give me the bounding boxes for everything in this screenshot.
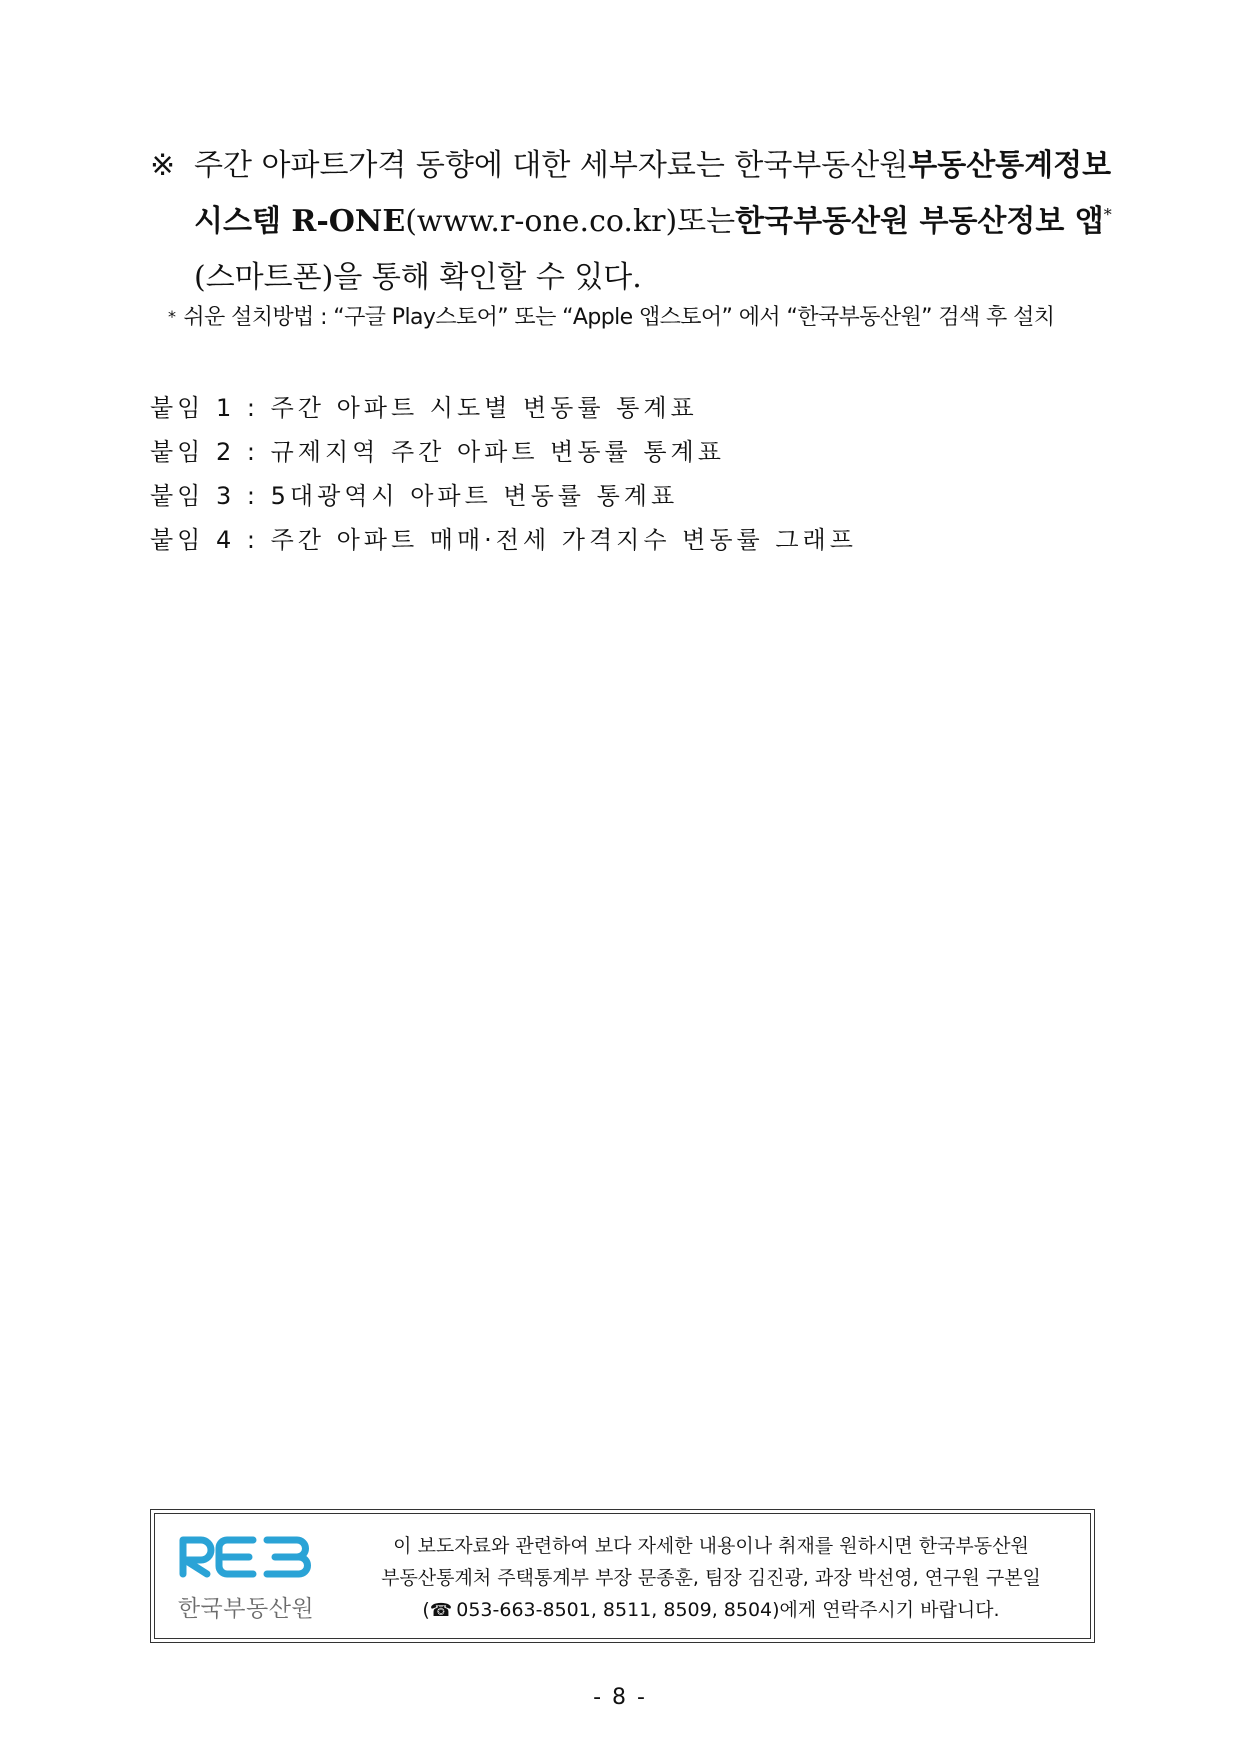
reference-mark: ※: [150, 148, 176, 183]
footnote-marker: *: [1103, 205, 1112, 224]
note-or: 또는: [677, 204, 736, 239]
attachment-item-2: 붙임 2 : 규제지역 주간 아파트 변동률 통계표: [150, 438, 725, 466]
footnote-text: 쉬운 설치방법 : “구글 Play스토어” 또는 “Apple 앱스토어” 에서 “한국부동산원” 검색 후 설치: [183, 305, 1055, 330]
attachment-item-3: 붙임 3 : 5대광역시 아파트 변동률 통계표: [150, 482, 679, 510]
contact-line-3: (☎ 053-663-8501, 8511, 8509, 8504)에게 연락주시기 바랍니다.: [422, 1599, 1000, 1621]
contact-line-1: 이 보도자료와 관련하여 보다 자세한 내용이나 취재를 원하시면 한국부동산원: [393, 1535, 1029, 1557]
attachment-list: [150, 388, 1050, 564]
note-block: [150, 140, 1110, 308]
note-line-1-bold: 부동산통계정보: [908, 148, 1112, 183]
system-url: (www.r-one.co.kr): [405, 204, 678, 239]
logo-text: 한국부동산원: [177, 1596, 315, 1622]
install-footnote: [168, 300, 1054, 331]
attachment-item-1: 붙임 1 : 주간 아파트 시도별 변동률 통계표: [150, 394, 698, 422]
note-line-2: [150, 196, 1110, 252]
contact-text: [341, 1530, 1081, 1627]
reb-logo: [171, 1532, 341, 1622]
page-number: - 8 -: [593, 1685, 647, 1710]
contact-box: [150, 1509, 1095, 1643]
app-name: 한국부동산원 부동산정보 앱: [735, 204, 1104, 239]
reb-logo-icon: [171, 1532, 321, 1580]
attachment-item-4: 붙임 4 : 주간 아파트 매매·전세 가격지수 변동률 그래프: [150, 526, 857, 554]
note-line-3-text: (스마트폰)을 통해 확인할 수 있다.: [194, 260, 642, 295]
contact-phone-text: 053-663-8501, 8511, 8509, 8504)에게 연락주시기 바랍니다.: [456, 1599, 1000, 1621]
note-line-1: [150, 140, 1110, 196]
system-name: 시스템 R-ONE: [194, 204, 406, 239]
contact-line-2: 부동산통계처 주택통계부 부장 문종훈, 팀장 김진광, 과장 박선영, 연구원 구본일: [381, 1567, 1041, 1589]
note-line-1-text: 주간 아파트가격 동향에 대한 세부자료는 한국부동산원: [194, 148, 909, 183]
footnote-star: *: [168, 307, 176, 326]
phone-icon: ☎: [429, 1600, 453, 1621]
